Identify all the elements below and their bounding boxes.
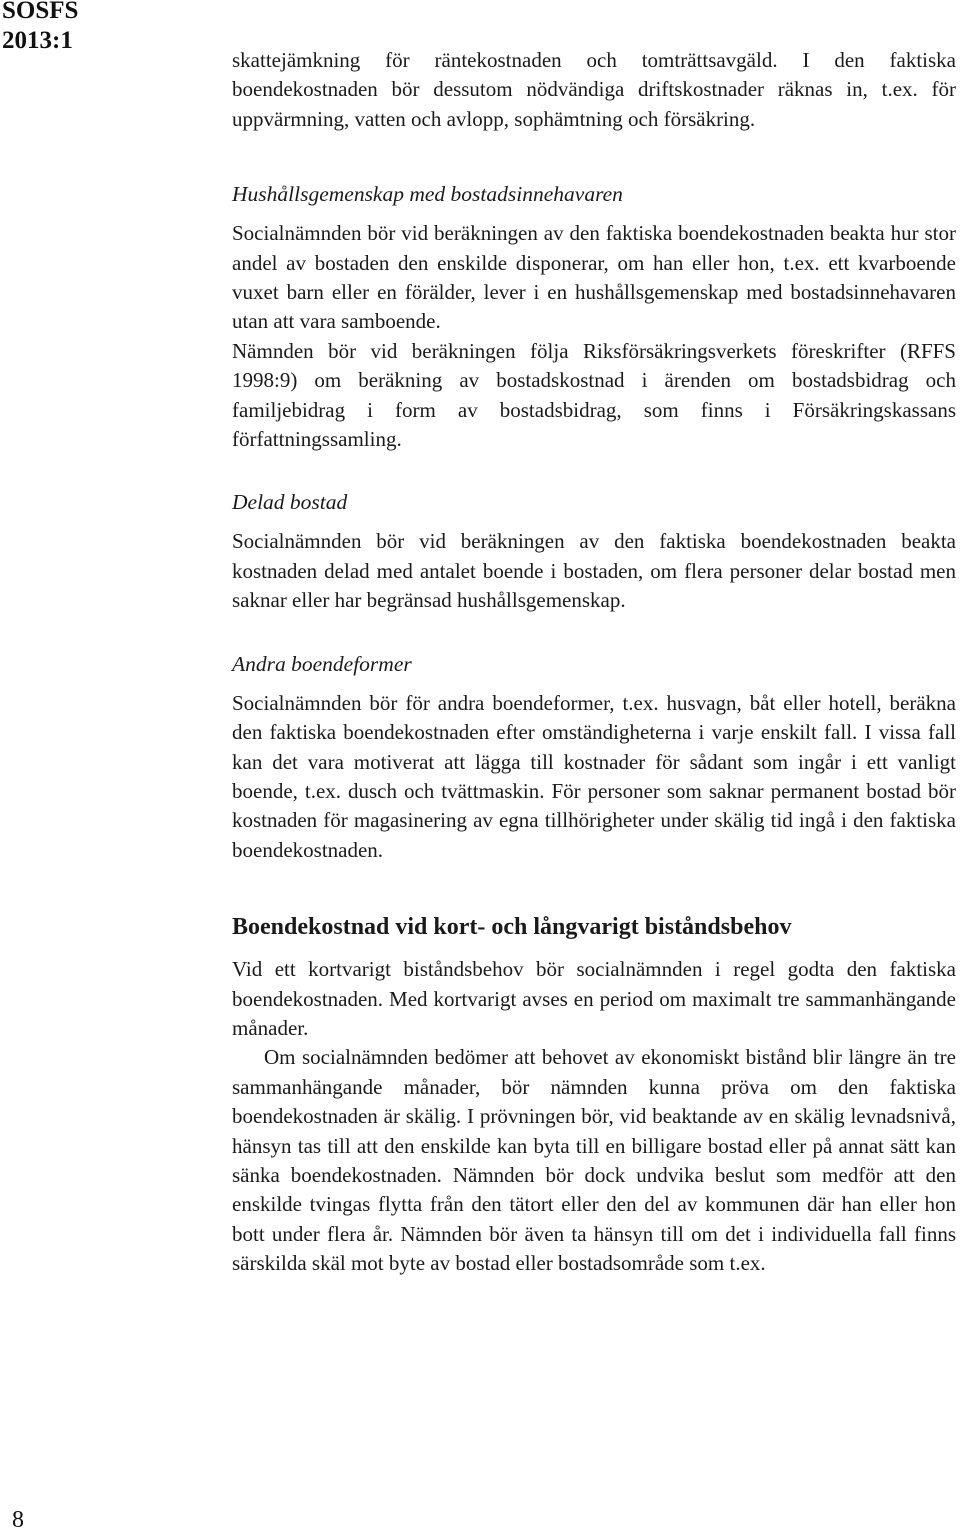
heading-shared-housing: Delad bostad [232,490,348,515]
heading-other-housing: Andra boendeformer [232,651,412,676]
page-number: 8 [12,1507,24,1533]
household-paragraph-2: Nämnden bör vid beräkningen följa Riksförsäkringsverkets föreskrifter (RFFS 1998:9) om beräkning av bostadskostnad i ärenden om bostadsbidrag och familjebidrag i form av bostadsbidrag, som finns i Försäkringskassans författningssamling. [232,338,956,452]
other-housing-paragraph: Socialnämnden bör för andra boendeformer, t.ex. husvagn, båt eller hotell, beräkna den faktiska boendekostnaden efter omständigheterna i varje enskilt fall. I vissa fall kan det vara motiverat att lägga till kostnader för sådant som ingår i ett vanligt boende, t.ex. dusch och tvättmaskin. För personer som saknar permanent bostad bör kostnaden för magasinering av egna tillhörigheter under skälig tid ingå i den faktiska boendekostnaden. [232,690,956,862]
household-paragraph-1: Socialnämnden bör vid beräkningen av den faktiska boendekostnaden beakta hur stor andel av bostaden den enskilde disponerar, om han eller hon, t.ex. ett kvarboende vuxet barn eller en förälder, lever i en hushållsgemenskap med bostadsinnehavaren utan att vara samboende. [232,221,956,334]
shared-housing-paragraph: Socialnämnden bör vid beräkningen av den faktiska boendekostnaden beakta kostnaden delad med antalet boende i bostaden, om flera personer delar bostad men saknar eller har begränsad hushållsgemenskap. [232,529,956,613]
heading-housing-cost-need: Boendekostnad vid kort- och långvarigt biståndsbehov [232,914,792,941]
heading-household: Hushållsgemenskap med bostadsinnehavaren [232,182,623,207]
document-series [2,0,78,56]
need-paragraph-1: Vid ett kortvarigt biståndsbehov bör socialnämnden i regel godta den faktiska boendekostnaden. Med kortvarigt avses en period om maximalt tre sammanhängande månader. [232,957,956,1040]
page-content [232,46,956,1279]
need-paragraph-2: Om socialnämnden bedömer att behovet av ekonomiskt bistånd blir längre än tre sammanhängande månader, bör nämnden kunna pröva om den faktiska boendekostnaden är skälig. I prövningen bör, vid beaktande av en skälig levnadsnivå, hänsyn tas till att den enskilde kan byta till en billigare bostad eller på annat sätt kan sänka boendekostnaden. Nämnden bör dock undvika beslut som medför att den enskilde tvingas flytta från den tätort eller den del av kommunen där han eller hon bott under flera år. Nämnden bör även ta hänsyn till om det i individuella fall finns särskilda skäl mot byte av bostad eller bostadsområde som t.ex. [232,1045,956,1276]
series-name: SOSFS [2,0,79,24]
intro-paragraph: skattejämkning för räntekostnaden och tomträttsavgäld. I den faktiska boendekostnaden bör dessutom nödvändiga driftskostnader räknas in, t.ex. för uppvärmning, vatten och avlopp, sophämtning och försäkring. [232,48,956,131]
series-number: 2013:1 [2,27,73,54]
